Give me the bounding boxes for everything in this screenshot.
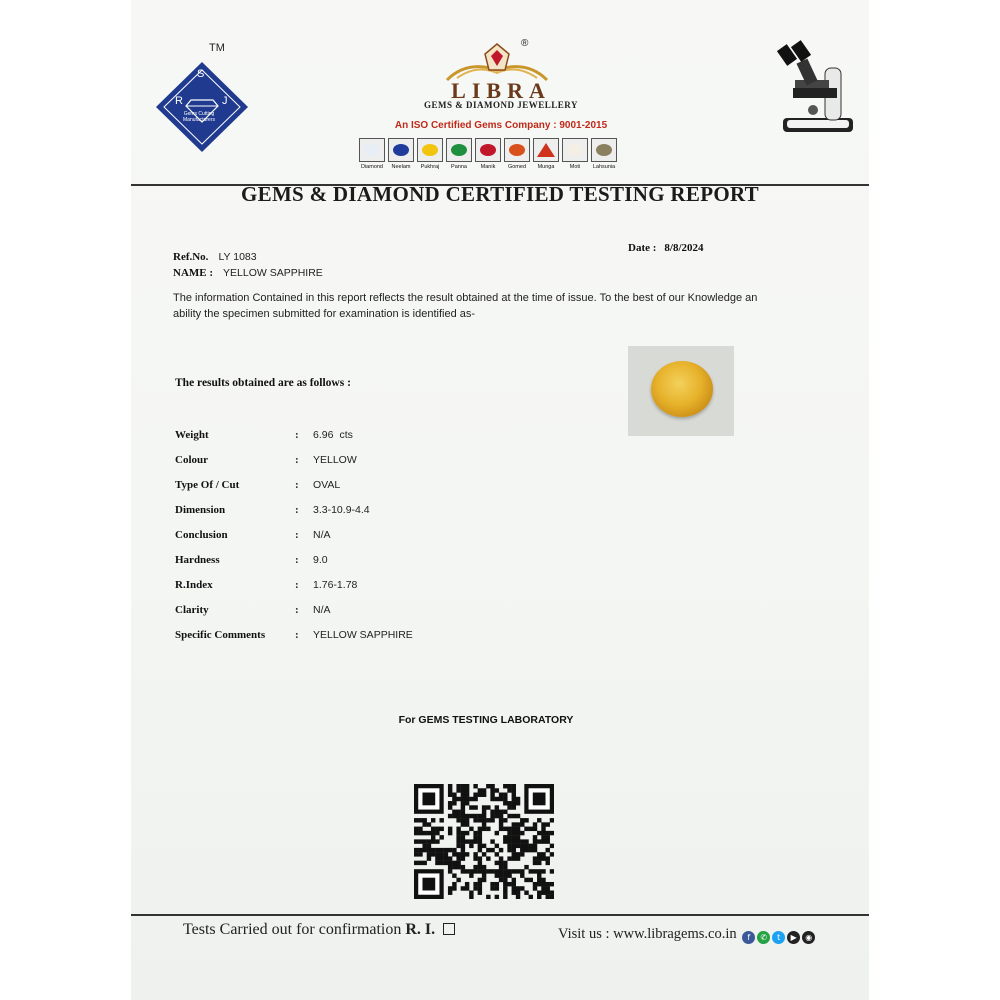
- spec-value: [313, 597, 413, 622]
- instagram-icon[interactable]: ◉: [802, 931, 815, 944]
- spec-value: [313, 522, 413, 547]
- spec-row-colour: [175, 447, 413, 472]
- spec-value-text: OVAL: [313, 478, 341, 491]
- spec-row-hardness: [175, 547, 413, 572]
- srj-letter-s: S: [197, 68, 205, 80]
- gem-icon: [504, 138, 530, 162]
- spec-row-weight: [175, 422, 413, 447]
- gem-label: Munga: [537, 164, 555, 170]
- gem-label: Lahsunia: [592, 164, 616, 170]
- footer-ri-label: R. I.: [405, 921, 436, 938]
- gem-swatch-panna: [446, 138, 472, 170]
- gem-label: Gomed: [507, 164, 527, 170]
- gem-icon: [446, 138, 472, 162]
- gem-icon: [388, 138, 414, 162]
- gem-swatch-neelam: [388, 138, 414, 170]
- gem-label: Pukhraj: [420, 164, 440, 170]
- spec-separator: :: [295, 553, 299, 566]
- facebook-icon[interactable]: f: [742, 931, 755, 944]
- srj-letter-r: R: [175, 95, 183, 107]
- footer-confirmation-text: Tests Carried out for confirmation: [183, 921, 402, 938]
- gem-icon: [359, 138, 385, 162]
- trademark-mark: TM: [209, 42, 225, 54]
- gem-swatch-manik: [475, 138, 501, 170]
- spec-row-dimension: [175, 497, 413, 522]
- spec-value-text: 3.3-10.9-4.4: [313, 503, 370, 516]
- spec-row-type-of-cut: [175, 472, 413, 497]
- spec-row-specific-comments: [175, 622, 413, 647]
- gem-swatch-lahsunia: [591, 138, 617, 170]
- iso-certification: An ISO Certified Gems Company : 9001-2015: [394, 120, 608, 131]
- spec-value-text: N/A: [313, 603, 331, 616]
- spec-key: Conclusion: [175, 528, 228, 541]
- spec-value-text: N/A: [313, 528, 331, 541]
- spec-value-text: 1.76-1.78: [313, 578, 358, 591]
- results-heading: The results obtained are as follows :: [175, 377, 351, 389]
- spec-value-text: YELLOW SAPPHIRE: [313, 628, 413, 641]
- certificate-sheet: [131, 0, 869, 1000]
- spec-key: Colour: [175, 453, 208, 466]
- spec-value: [313, 447, 413, 472]
- gem-swatch-diamond: [359, 138, 385, 170]
- spec-separator: :: [295, 428, 299, 441]
- srj-caption: Gems Cutting Manufacturers: [183, 111, 215, 123]
- gem-swatch-row: [359, 138, 617, 170]
- date-label: Date :: [628, 242, 657, 254]
- ref-value: LY 1083: [218, 251, 257, 263]
- weight-unit: cts: [339, 428, 353, 441]
- whatsapp-icon[interactable]: ✆: [757, 931, 770, 944]
- spec-value-text: 9.0: [313, 553, 328, 566]
- website-text[interactable]: Visit us : www.libragems.co.in: [558, 926, 737, 942]
- spec-separator: :: [295, 503, 299, 516]
- srj-letter-j: J: [222, 95, 228, 107]
- spec-key: Dimension: [175, 503, 226, 516]
- date-row: [628, 238, 704, 256]
- registered-mark: ®: [521, 38, 529, 49]
- spec-key: Specific Comments: [175, 628, 266, 641]
- gem-swatch-moti: [562, 138, 588, 170]
- spec-separator: :: [295, 453, 299, 466]
- spec-separator: :: [295, 603, 299, 616]
- spec-key: Clarity: [175, 603, 209, 616]
- spec-row-clarity: [175, 597, 413, 622]
- gem-label: Panna: [451, 164, 467, 170]
- footer-divider: [131, 914, 869, 916]
- specifications-table: [175, 422, 413, 647]
- name-row: [173, 263, 323, 281]
- gem-label: Manik: [480, 164, 496, 170]
- spec-row-r-index: [175, 572, 413, 597]
- qr-code[interactable]: [414, 784, 554, 899]
- gem-icon: [533, 138, 559, 162]
- gem-swatch-munga: [533, 138, 559, 170]
- lab-signature-line: For GEMS TESTING LABORATORY: [398, 714, 574, 726]
- spec-value: [313, 547, 413, 572]
- spec-value: [313, 497, 413, 522]
- spec-separator: :: [295, 478, 299, 491]
- footer-website: [558, 926, 815, 944]
- brand-name: LIBRA: [451, 78, 551, 103]
- intro-paragraph: The information Contained in this report reflects the result obtained at the time of issue. To the best of our Knowledge an ability the specimen submitted for examination is identified as-: [173, 292, 758, 320]
- report-title: GEMS & DIAMOND CERTIFIED TESTING REPORT: [241, 182, 759, 206]
- name-label: NAME :: [173, 267, 214, 279]
- spec-key: Weight: [175, 428, 209, 441]
- spec-value-text: 6.96: [313, 428, 334, 441]
- gem-swatch-gomed: [504, 138, 530, 170]
- spec-separator: :: [295, 528, 299, 541]
- spec-value: [313, 572, 413, 597]
- spec-separator: :: [295, 628, 299, 641]
- ref-label: Ref.No.: [173, 251, 209, 263]
- spec-value: [313, 622, 413, 647]
- gem-label: Moti: [569, 164, 581, 170]
- gem-icon: [591, 138, 617, 162]
- spec-key: R.Index: [175, 578, 213, 591]
- gem-label: Neelam: [391, 164, 411, 170]
- twitter-icon[interactable]: t: [772, 931, 785, 944]
- spec-row-conclusion: [175, 522, 413, 547]
- name-value: YELLOW SAPPHIRE: [223, 267, 323, 279]
- spec-value-text: YELLOW: [313, 453, 357, 466]
- spec-key: Hardness: [175, 553, 220, 566]
- gem-icon: [562, 138, 588, 162]
- gem-icon: [417, 138, 443, 162]
- social-icons: [742, 931, 815, 944]
- spec-key: Type Of / Cut: [175, 478, 240, 491]
- gem-label: Diamond: [360, 164, 383, 170]
- spec-value: [313, 472, 413, 497]
- spec-separator: :: [295, 578, 299, 591]
- date-value: 8/8/2024: [664, 242, 704, 254]
- footer-confirmation: [183, 921, 455, 939]
- youtube-icon[interactable]: ▶: [787, 931, 800, 944]
- gem-swatch-pukhraj: [417, 138, 443, 170]
- gem-icon: [475, 138, 501, 162]
- spec-value: [313, 422, 413, 447]
- brand-subtitle: GEMS & DIAMOND JEWELLERY: [424, 100, 578, 110]
- ri-checkbox[interactable]: [443, 923, 455, 935]
- microscope-icon: [773, 40, 863, 140]
- gemstone-photo: [651, 361, 713, 417]
